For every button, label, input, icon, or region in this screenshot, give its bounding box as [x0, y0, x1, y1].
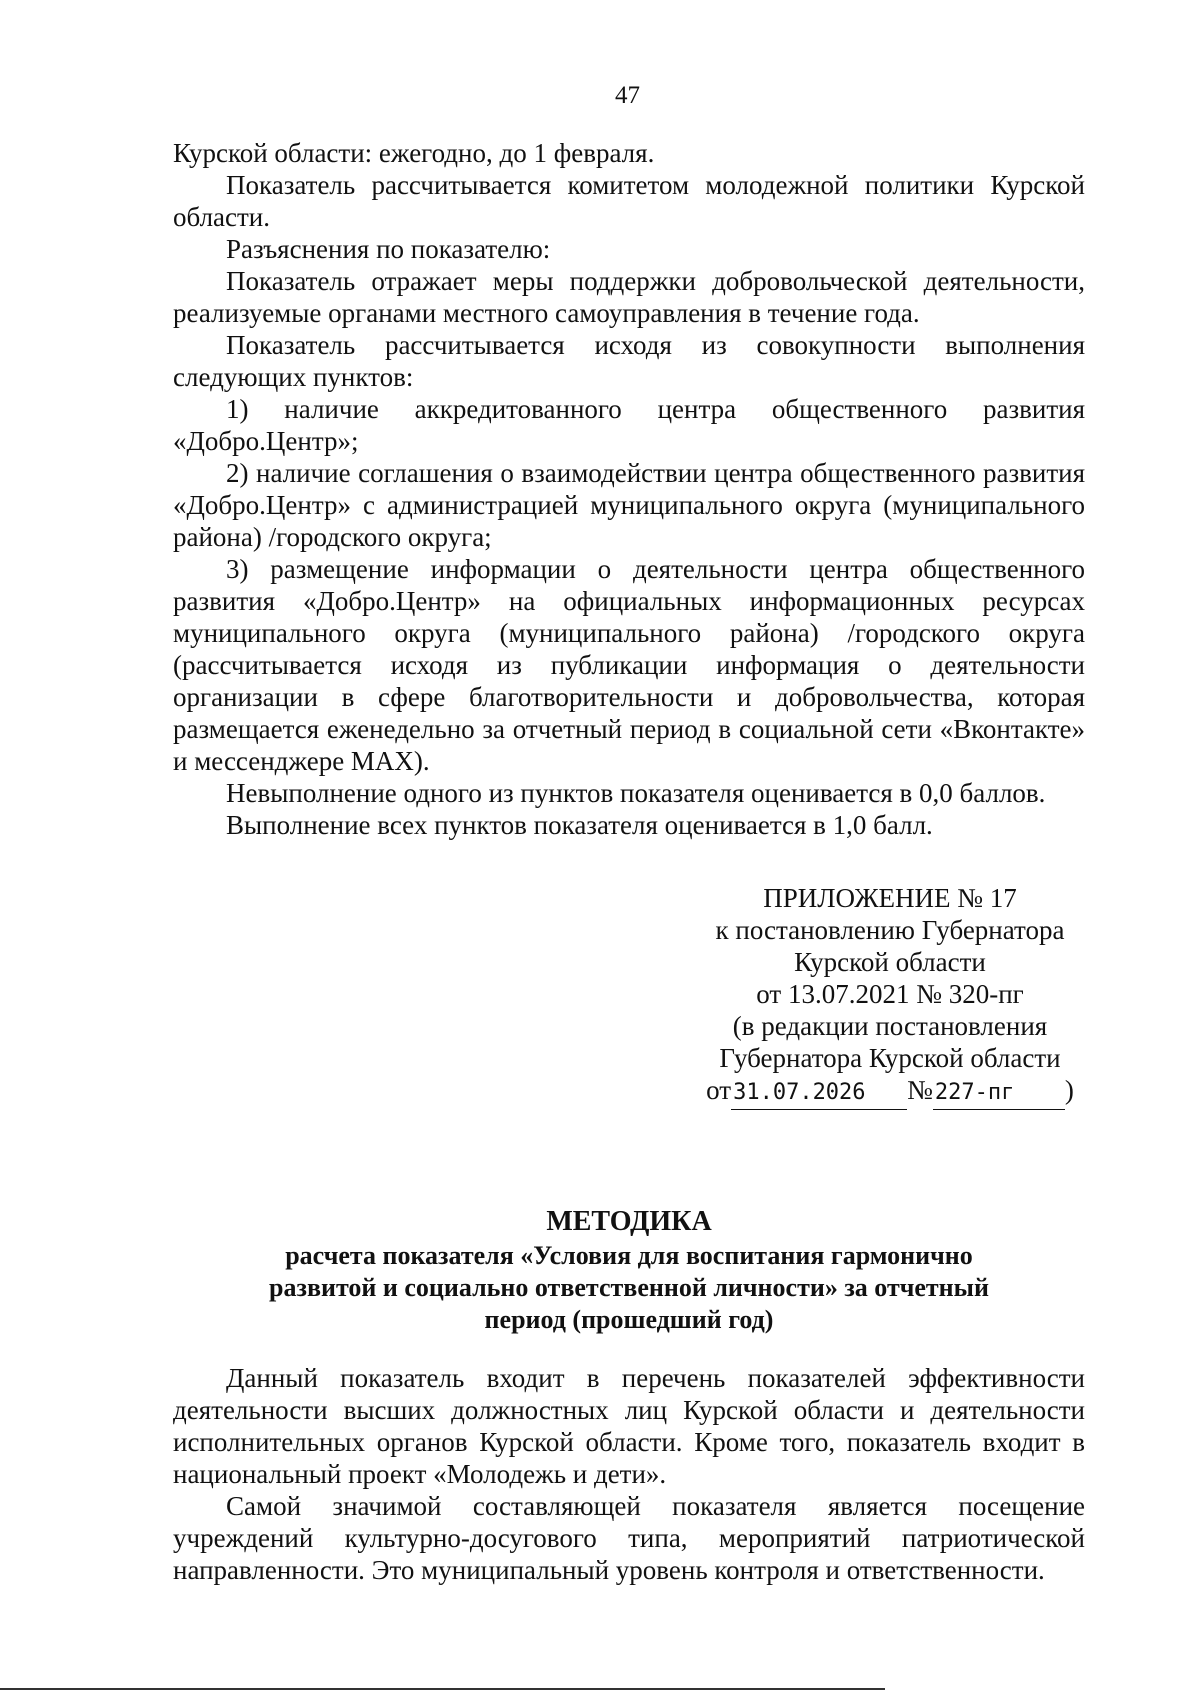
paragraph-calculated-by: Показатель рассчитывается комитетом молодежной политики Курской области.	[173, 170, 1085, 232]
title-main: МЕТОДИКА	[546, 1206, 712, 1237]
methodology-title	[173, 1204, 1085, 1336]
paragraph-key-component: Самой значимой составляющей показателя является посещение учреждений культурно-досугового типа, мероприятий патриотической направленности. Это муниципальный уровень контроля и ответственности.	[173, 1491, 1085, 1585]
paragraph-indicator-scope: Данный показатель входит в перечень показателей эффективности деятельности высших должностных лиц Курской области и деятельности исполнительных органов Курской области. Кроме того, показатель входит в национальный проект «Молодежь и дети».	[173, 1363, 1085, 1489]
appendix-line-5: (в редакции постановления	[732, 1011, 1048, 1041]
paragraph-explanations-heading: Разъяснения по показателю:	[226, 234, 551, 264]
number-sign: №	[907, 1075, 933, 1105]
intro-text	[173, 137, 1085, 841]
title-sub-line-3: период (прошедший год)	[484, 1305, 774, 1334]
appendix-line-3: Курской области	[794, 947, 986, 977]
list-item-1: 1) наличие аккредитованного центра общественного развития «Добро.Центр»;	[173, 394, 1085, 456]
list-item-3: 3) размещение информации о деятельности центра общественного развития «Добро.Центр» на официальных информационных ресурсах муниципального округа (муниципального района) /городского округа (рассчитывается исходя из публикации информация о деятельности организации в сфере благотворительности и добровольчества, которая размещается еженедельно за отчетный период в социальной сети «Вконтакте» и мессенджере MAX).	[173, 554, 1085, 776]
paragraph-score-one: Выполнение всех пунктов показателя оценивается в 1,0 балл.	[226, 810, 933, 840]
body-text	[173, 1362, 1085, 1586]
appendix-edition-line	[680, 1074, 1100, 1110]
closing-paren: )	[1064, 1075, 1074, 1105]
title-sub-line-1: расчета показателя «Условия для воспитания гармонично	[285, 1241, 973, 1270]
appendix-line-6: Губернатора Курской области	[719, 1043, 1061, 1073]
paragraph-measures: Показатель отражает меры поддержки добровольческой деятельности, реализуемые органами местного самоуправления в течение года.	[173, 266, 1085, 328]
filled-date: 31.07.2026	[731, 1077, 907, 1110]
appendix-line-4: от 13.07.2021 № 320-пг	[756, 979, 1024, 1009]
appendix-title: ПРИЛОЖЕНИЕ № 17	[763, 883, 1017, 913]
list-item-2: 2) наличие соглашения о взаимодействии центра общественного развития «Добро.Центр» с администрацией муниципального округа (муниципального района) /городского округа;	[173, 458, 1085, 552]
filled-number: 227-пг	[933, 1077, 1065, 1110]
paragraph-score-zero: Невыполнение одного из пунктов показателя оценивается в 0,0 баллов.	[226, 778, 1046, 808]
paragraph-deadline: Курской области: ежегодно, до 1 февраля.	[173, 138, 655, 168]
page-number: 47	[615, 82, 640, 109]
appendix-line-2: к постановлению Губернатора	[715, 915, 1065, 945]
scan-edge-line	[0, 1688, 885, 1690]
title-sub-line-2: развитой и социально ответственной личности» за отчетный	[269, 1273, 989, 1302]
appendix-header	[680, 882, 1100, 1110]
paragraph-calculation-basis: Показатель рассчитывается исходя из совокупности выполнения следующих пунктов:	[173, 330, 1085, 392]
from-prefix: от	[706, 1075, 732, 1105]
